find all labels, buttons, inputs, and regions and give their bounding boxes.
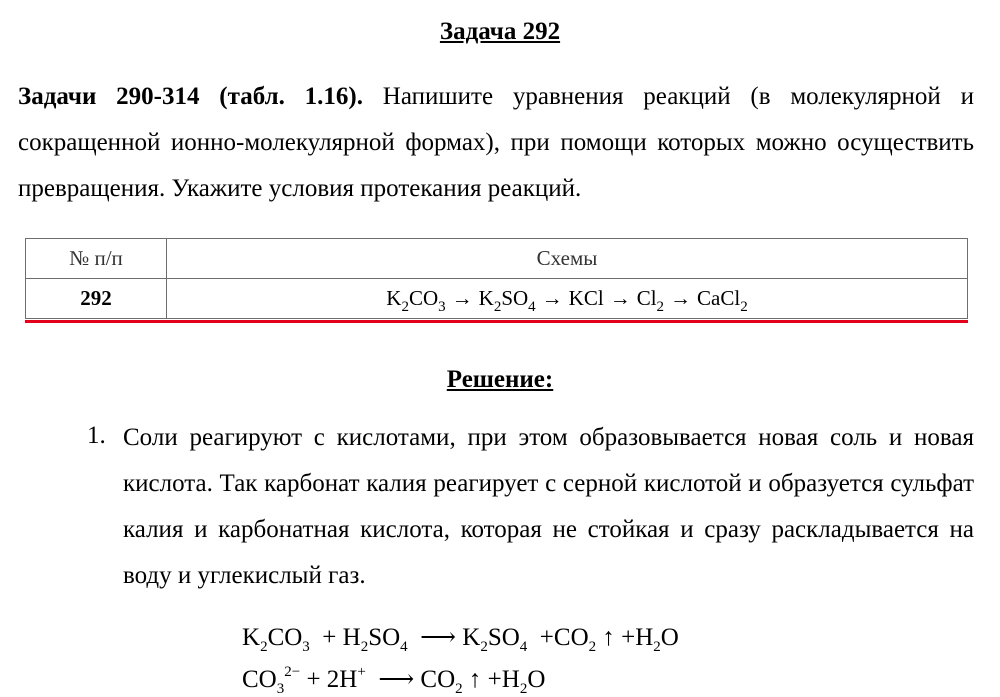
step-number: 1. bbox=[87, 422, 106, 449]
task-text: Напишите уравнения реакций (в молекулярной и сокращенной ионно-молекулярной формах), при помощи которых можно осуществить превращения. Укажите условия протекания реакций. bbox=[18, 83, 975, 202]
header-number: № п/п bbox=[26, 239, 167, 279]
header-schemes: Схемы bbox=[167, 239, 968, 279]
task-statement bbox=[18, 74, 974, 212]
row-scheme: $K_2CO_3 \to K_2SO_4$ → KCl → $Cl_2$ → CaCl$_2$ bbox=[167, 279, 968, 319]
table-header-row bbox=[26, 239, 968, 279]
red-underline bbox=[25, 320, 968, 323]
solution-title: Решение: bbox=[446, 366, 554, 393]
ionic-equation: $CO_3^{2-} + 2H^+$ ⟶ $CO_2$ ↑ $+H_2O$ bbox=[242, 664, 546, 697]
schemes-table bbox=[25, 238, 968, 319]
step-text: Соли реагируют с кислотами, при этом образовывается новая соль и новая кислота. Так карбонат калия реагирует с серной кислотой и образуется сульфат калия и карбонатная кислота, которая не стойкая и сразу раскладывается на воду и углекислый газ. bbox=[123, 424, 974, 589]
table-row bbox=[26, 279, 968, 319]
row-number: 292 bbox=[26, 279, 167, 319]
molecular-equation: $K_2CO_3 + H_2SO_4$ ⟶ $K_2SO_4 +CO_2$ ↑ $+H_2O$ bbox=[242, 624, 679, 655]
task-range-label: Задачи 290-314 (табл. 1.16). bbox=[18, 83, 363, 110]
page-title: Задача 292 bbox=[439, 18, 561, 45]
